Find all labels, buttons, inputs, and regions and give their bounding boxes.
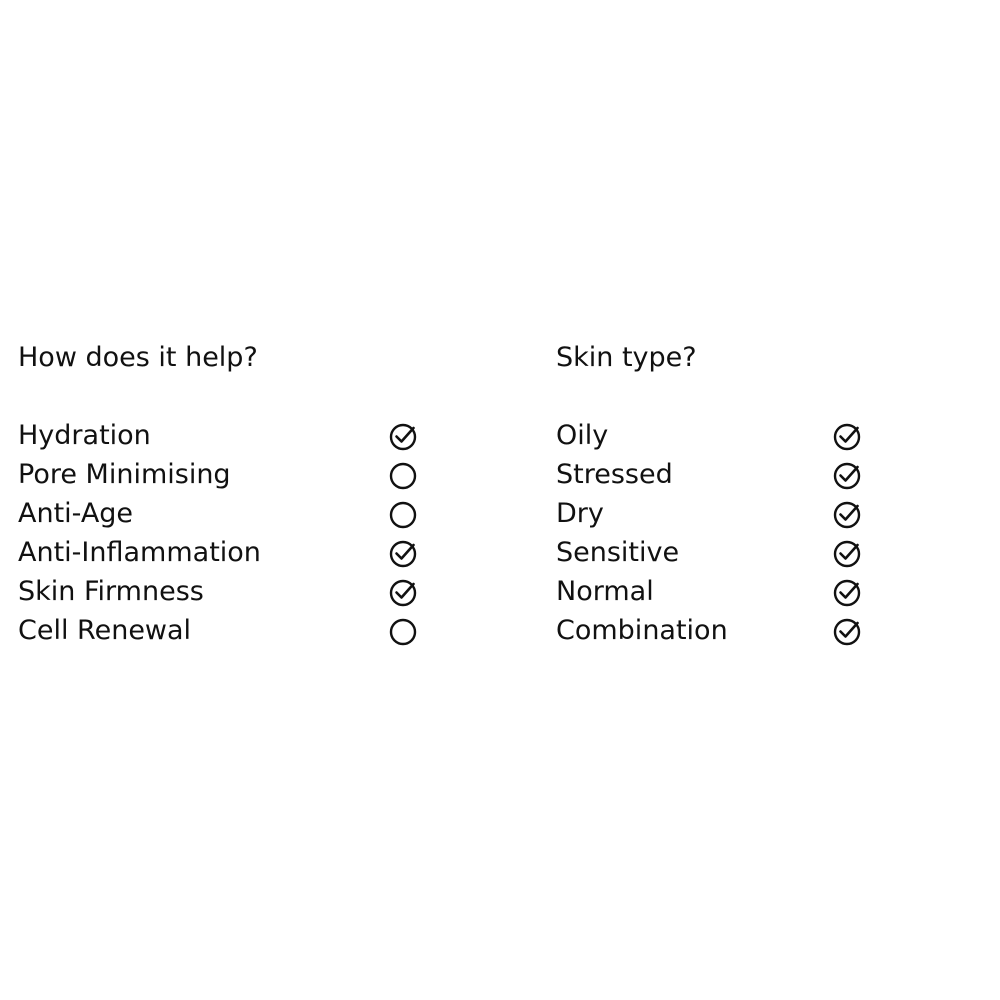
list-item xyxy=(18,416,428,455)
list-item-label: Hydration xyxy=(18,420,151,451)
list-item-label: Anti-Age xyxy=(18,498,134,529)
circle-check-icon xyxy=(832,578,862,608)
list-item xyxy=(556,416,876,455)
list-item-label: Pore Minimising xyxy=(18,459,231,490)
list-item xyxy=(556,494,876,533)
skin-type-heading: Skin type? xyxy=(556,342,697,373)
empty-circle-icon xyxy=(388,461,418,491)
empty-circle-icon xyxy=(388,500,418,530)
circle-check-icon xyxy=(832,422,862,452)
circle-check-icon xyxy=(832,617,862,647)
circle-check-icon xyxy=(388,422,418,452)
list-item-label: Sensitive xyxy=(556,537,680,568)
list-item-label: Stressed xyxy=(556,459,673,490)
list-item xyxy=(18,572,428,611)
list-item xyxy=(18,494,428,533)
list-item-label: Normal xyxy=(556,576,654,607)
benefit-list xyxy=(18,416,428,650)
circle-check-icon xyxy=(832,461,862,491)
list-item xyxy=(18,533,428,572)
list-item-label: Oily xyxy=(556,420,609,451)
list-item xyxy=(556,533,876,572)
how-does-it-help-panel xyxy=(18,338,428,650)
list-item xyxy=(556,611,876,650)
circle-check-icon xyxy=(832,539,862,569)
list-item-label: Cell Renewal xyxy=(18,615,192,646)
circle-check-icon xyxy=(388,539,418,569)
skin-type-panel xyxy=(556,338,876,650)
empty-circle-icon xyxy=(388,617,418,647)
list-item-label: Anti-Inflammation xyxy=(18,537,261,568)
list-item xyxy=(18,611,428,650)
list-item xyxy=(18,455,428,494)
list-item-label: Skin Firmness xyxy=(18,576,204,607)
circle-check-icon xyxy=(832,500,862,530)
list-item-label: Dry xyxy=(556,498,604,529)
list-item xyxy=(556,455,876,494)
how-does-it-help-heading: How does it help? xyxy=(18,342,258,373)
circle-check-icon xyxy=(388,578,418,608)
list-item-label: Combination xyxy=(556,615,728,646)
list-item xyxy=(556,572,876,611)
skin-type-list xyxy=(556,416,876,650)
